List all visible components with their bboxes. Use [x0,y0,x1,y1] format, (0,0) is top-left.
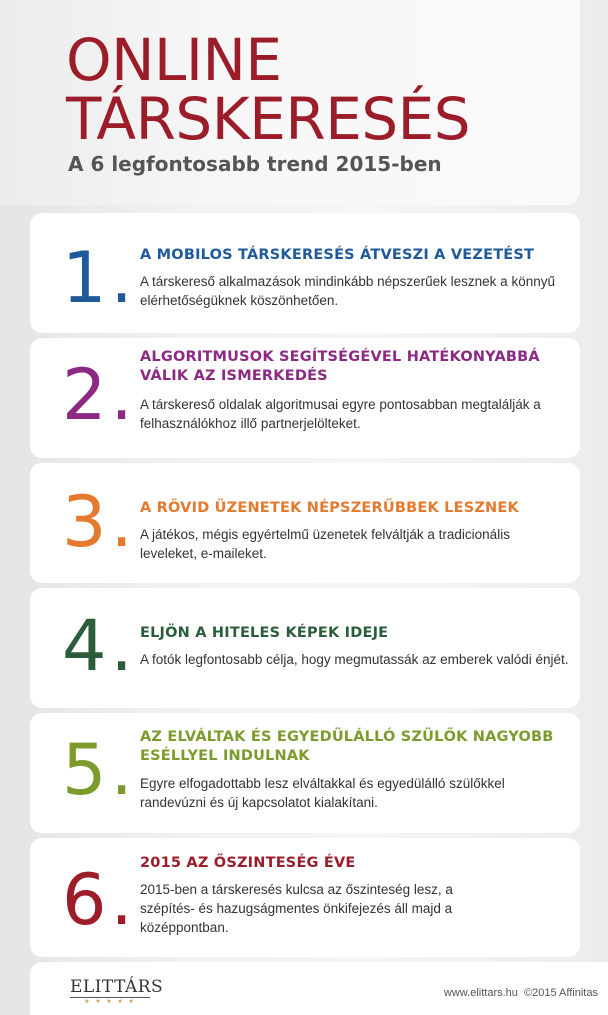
header [0,0,580,205]
copyright-text: ©2015 Affinitas [524,987,598,999]
trend-number: 1. [62,237,137,319]
trend-text: A társkereső oldalak algoritmusai egyre pontosabban megtalálják a felhasználókhoz illő partnerjelölteket. [140,397,541,431]
page-title-line-2: TÁRSKERESÉS [66,85,471,153]
trend-card-4 [30,588,580,708]
elittars-logo [70,977,164,1006]
trend-text: A társkereső alkalmazások mindinkább népszerűek lesznek a könnyű elérhetőségüknek köszönhetően. [140,274,555,308]
trend-title: A MOBILOS TÁRSKERESÉS ÁTVESZI A VEZETÉST [140,247,535,263]
trend-text: A fotók legfontosabb célja, hogy megmutassák az emberek valódi énjét. [140,652,569,667]
page-title-line-1: ONLINE [66,26,282,94]
logo-text: ELITTÁRS [70,977,164,997]
trend-text: A játékos, mégis egyértelmű üzenetek felváltják a tradicionális leveleket, e-maileket. [140,527,510,561]
logo-stars-icon: ★ ★ ★ ★ ★ [84,999,136,1005]
trend-title: AZ ELVÁLTAK ÉS EGYEDÜLÁLLÓ SZÜLŐK NAGYOBB ESÉLLYEL INDULNAK [140,729,554,764]
trend-title: 2015 AZ ŐSZINTESÉG ÉVE [140,855,356,871]
trend-card-3 [30,463,580,583]
website-link[interactable]: www.elittars.hu [443,987,518,999]
trend-title: A RÖVID ÜZENETEK NÉPSZERŰBBEK LESZNEK [140,500,519,516]
trend-number: 5. [62,729,137,811]
trend-number: 2. [62,354,137,436]
trend-number: 6. [62,859,137,941]
trend-number: 4. [62,605,137,687]
footer-note [444,987,598,999]
trend-number: 3. [62,481,137,563]
trend-title: ALGORITMUSOK SEGÍTSÉGÉVEL HATÉKONYABBÁ VÁLIK AZ ISMERKEDÉS [140,349,540,384]
trend-card-1 [30,213,580,333]
trend-text: Egyre elfogadottabb lesz elváltakkal és egyedülálló szülőkkel randevúzni és új kapcsolatot kialakítani. [140,776,505,810]
trend-card-5 [30,713,580,833]
trend-card-2 [30,338,580,458]
page-subtitle: A 6 legfontosabb trend 2015-ben [68,152,442,176]
trend-title: ELJÖN A HITELES KÉPEK IDEJE [140,625,389,641]
trend-card-6 [30,838,580,957]
trend-text: 2015-ben a társkeresés kulcsa az őszinteség lesz, a szépítés- és hazugságmentes önkifejezés áll majd a középpontban. [140,882,453,935]
footer [30,962,608,1015]
